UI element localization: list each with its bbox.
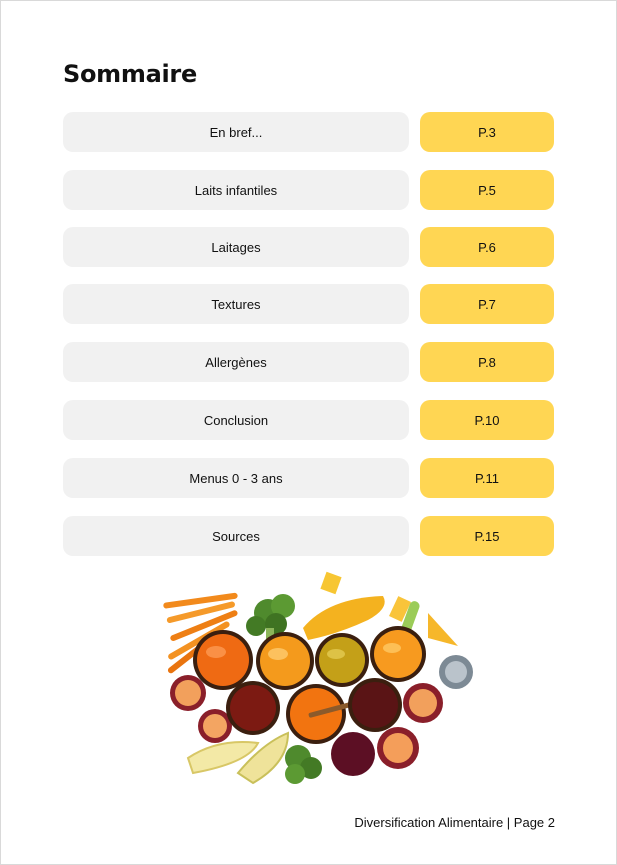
jar-icon xyxy=(348,678,402,732)
toc-entry-page[interactable]: P.11 xyxy=(420,458,554,498)
toc-entry-page[interactable]: P.7 xyxy=(420,284,554,324)
toc-row[interactable] xyxy=(63,112,554,152)
toc-entry-page[interactable]: P.15 xyxy=(420,516,554,556)
toc-entry-label[interactable]: Laits infantiles xyxy=(63,170,409,210)
toc-row[interactable] xyxy=(63,284,554,324)
apple-slices-icon xyxy=(188,733,288,783)
baby-food-jars-and-vegetables-illustration xyxy=(158,568,478,798)
toc-row[interactable] xyxy=(63,400,554,440)
toc-row[interactable] xyxy=(63,342,554,382)
jar-icon xyxy=(193,630,253,690)
toc-entry-label[interactable]: Laitages xyxy=(63,227,409,267)
jar-icon xyxy=(315,633,369,687)
toc-entry-label[interactable]: Conclusion xyxy=(63,400,409,440)
toc-entry-label[interactable]: Menus 0 - 3 ans xyxy=(63,458,409,498)
page-footer: Diversification Alimentaire | Page 2 xyxy=(354,815,555,830)
jar-icon xyxy=(256,632,314,690)
toc-entry-label[interactable]: Textures xyxy=(63,284,409,324)
toc-entry-label[interactable]: Sources xyxy=(63,516,409,556)
toc-row[interactable] xyxy=(63,458,554,498)
jar-icon xyxy=(226,681,280,735)
toc-entry-label[interactable]: Allergènes xyxy=(63,342,409,382)
toc-entry-page[interactable]: P.8 xyxy=(420,342,554,382)
toc-row[interactable] xyxy=(63,170,554,210)
small-jar-icon xyxy=(439,655,473,689)
toc-entry-label[interactable]: En bref... xyxy=(63,112,409,152)
toc-entry-page[interactable]: P.6 xyxy=(420,227,554,267)
toc-row[interactable] xyxy=(63,227,554,267)
toc-row[interactable] xyxy=(63,516,554,556)
broccoli-icon xyxy=(285,745,322,784)
toc-entry-page[interactable]: P.10 xyxy=(420,400,554,440)
toc-entry-page[interactable]: P.5 xyxy=(420,170,554,210)
page-title: Sommaire xyxy=(63,60,197,88)
toc-entry-page[interactable]: P.3 xyxy=(420,112,554,152)
jar-icon xyxy=(370,626,426,682)
